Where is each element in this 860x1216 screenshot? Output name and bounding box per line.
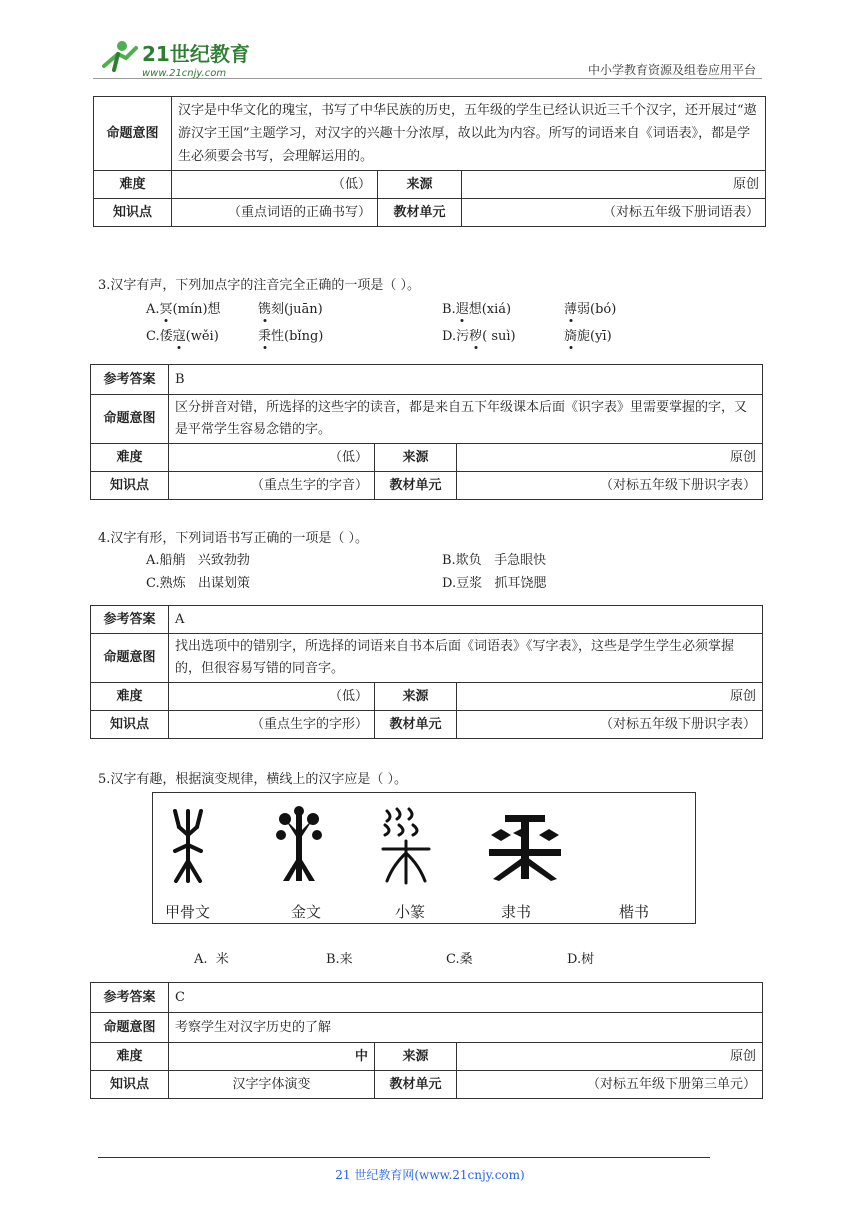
q5-option-a: A. 米 [194, 952, 229, 967]
knowledge-label: 知识点 [91, 1071, 169, 1099]
q3-option-a2: 镌刻(juān) [258, 302, 323, 317]
source-label: 来源 [378, 171, 462, 199]
q4-option-c: C.熟炼 出谋划策 [146, 576, 251, 591]
q3-option-d2: 旖旎(yī) [564, 329, 612, 344]
script-label-bronze: 金文 [291, 903, 322, 921]
intent-text: 区分拼音对错，所选择的这些字的读音，都是来自五下年级课本后面《识字表》里需要掌握的字，又是平常学生容易念错的字。 [169, 395, 763, 444]
bronze-glyph [273, 805, 325, 885]
difficulty-value: （低） [172, 171, 378, 199]
script-label-clerical: 隶书 [501, 903, 532, 921]
difficulty-value: 中 [169, 1043, 375, 1071]
script-label-oracle: 甲骨文 [165, 903, 211, 921]
intent-label: 命题意图 [91, 634, 169, 683]
intent-label: 命题意图 [91, 395, 169, 444]
source-value: 原创 [457, 444, 763, 472]
platform-title: 中小学教育资源及组卷应用平台 [587, 63, 756, 77]
source-label: 来源 [375, 444, 457, 472]
intent-label: 命题意图 [91, 1013, 169, 1043]
q5-option-c: C.桑 [446, 952, 473, 967]
difficulty-label: 难度 [94, 171, 172, 199]
q3-option-b1: B.遐想(xiá) [442, 302, 512, 317]
unit-label: 教材单元 [375, 711, 457, 739]
difficulty-label: 难度 [91, 683, 169, 711]
clerical-glyph [483, 805, 567, 885]
difficulty-value: （低） [169, 683, 375, 711]
intent-text: 找出选项中的错别字，所选择的词语来自书本后面《词语表》《写字表》，这些是学生学生必须掌握的，但很容易写错的同音字。 [169, 634, 763, 683]
script-label-seal: 小篆 [395, 903, 426, 921]
answer-value: A [169, 606, 763, 634]
unit-value: （对标五年级下册第三单元） [457, 1071, 763, 1099]
source-value: 原创 [457, 1043, 763, 1071]
footer-divider [98, 1157, 710, 1158]
q4-option-b: B.欺负 手急眼快 [442, 553, 547, 568]
q3-option-d1: D.污秽( suì) [442, 329, 516, 344]
intent-text: 考察学生对汉字历史的了解 [169, 1013, 763, 1043]
unit-label: 教材单元 [375, 1071, 457, 1099]
q4-meta-table [90, 605, 763, 739]
footer-link[interactable]: 21 世纪教育网(www.21cnjy.com) [335, 1168, 525, 1182]
knowledge-label: 知识点 [91, 472, 169, 500]
source-label: 来源 [375, 1043, 457, 1071]
intent-text: 汉字是中华文化的瑰宝，书写了中华民族的历史，五年级的学生已经认识近三千个汉字，还开展过“遨游汉字王国”主题学习，对汉字的兴趣十分浓厚，故以此为内容。所写的词语来自《词语表》，都是学生必须要会书写，会理解运用的。 [172, 97, 766, 171]
source-label: 来源 [375, 683, 457, 711]
source-value: 原创 [457, 683, 763, 711]
logo-text: 21世纪教育 [142, 42, 250, 66]
q5-meta-table [90, 982, 763, 1099]
difficulty-label: 难度 [91, 444, 169, 472]
difficulty-label: 难度 [91, 1043, 169, 1071]
q3-option-b2: 薄弱(bó) [564, 302, 617, 317]
answer-value: C [169, 983, 763, 1013]
q5-stem: 5.汉字有趣，根据演变规律，横线上的汉字应是（ ）。 [98, 772, 408, 787]
q3-stem: 3.汉字有声，下列加点字的注音完全正确的一项是（ ）。 [98, 278, 421, 293]
q3-option-c1: C.倭寇(wěi) [146, 329, 219, 344]
oracle-bone-glyph [167, 805, 209, 885]
site-logo [96, 36, 266, 80]
q5-option-d: D.树 [567, 952, 595, 967]
unit-value: （对标五年级下册识字表） [457, 711, 763, 739]
q3-option-a1: A.冥(mín)想 [146, 302, 221, 317]
knowledge-label: 知识点 [91, 711, 169, 739]
unit-value: （对标五年级下册识字表） [457, 472, 763, 500]
logo-url: www.21cnjy.com [142, 68, 227, 79]
q4-stem: 4.汉字有形，下列词语书写正确的一项是（ ）。 [98, 531, 369, 546]
q2-meta-table [93, 96, 766, 227]
header-divider [93, 78, 762, 79]
unit-label: 教材单元 [375, 472, 457, 500]
knowledge-value: （重点生字的字形） [169, 711, 375, 739]
q3-option-c2: 秉性(bǐng) [258, 329, 324, 344]
difficulty-value: （低） [169, 444, 375, 472]
knowledge-value: （重点生字的字音） [169, 472, 375, 500]
knowledge-value: （重点词语的正确书写） [172, 199, 378, 227]
intent-label: 命题意图 [94, 97, 172, 171]
knowledge-label: 知识点 [94, 199, 172, 227]
unit-label: 教材单元 [378, 199, 462, 227]
unit-value: （对标五年级下册词语表） [462, 199, 766, 227]
q3-meta-table [90, 364, 763, 500]
q4-option-a: A.船艄 兴致勃勃 [146, 553, 250, 568]
q5-option-b: B.来 [326, 952, 353, 967]
answer-label: 参考答案 [91, 983, 169, 1013]
script-label-regular: 楷书 [619, 903, 650, 921]
q4-option-d: D.豆浆 抓耳饶腮 [442, 576, 547, 591]
answer-value: B [169, 365, 763, 395]
script-evolution-figure [152, 792, 696, 924]
knowledge-value: 汉字字体演变 [169, 1071, 375, 1099]
source-value: 原创 [462, 171, 766, 199]
answer-label: 参考答案 [91, 606, 169, 634]
answer-label: 参考答案 [91, 365, 169, 395]
small-seal-glyph [379, 805, 433, 885]
